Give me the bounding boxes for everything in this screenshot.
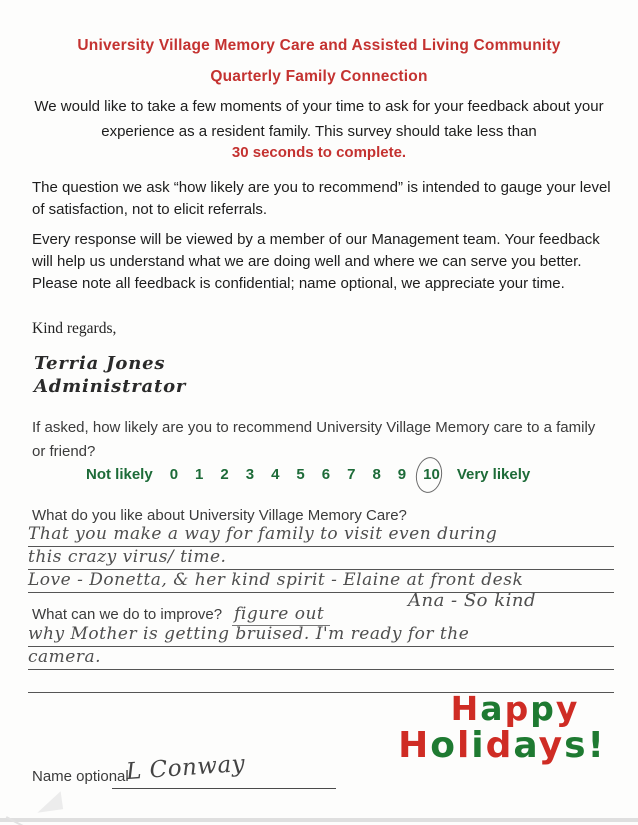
question-like-label: What do you like about University Village Memory Care?: [32, 507, 407, 524]
page-title: [0, 30, 638, 92]
question-improve-answer: [28, 624, 614, 693]
scale-value-3: 3: [245, 466, 255, 483]
administrator-role: Administrator: [34, 376, 187, 397]
answer-line: this crazy virus/ time.: [28, 547, 614, 570]
closing-text: Kind regards,: [32, 320, 117, 337]
question-improve-label: What can we do to improve?: [32, 606, 223, 623]
scale-value-10-selected: [423, 466, 440, 483]
resident-family-signature: L Conway: [125, 750, 247, 786]
recommend-question: If asked, how likely are you to recommend University Village Memory care to a family or friend?: [32, 419, 596, 460]
scale-value-1: 1: [195, 466, 204, 483]
question-like-answer: [28, 524, 614, 593]
banner-line1: Happy: [450, 689, 580, 728]
answer-line: why Mother is getting bruised. I'm ready for the: [28, 624, 614, 647]
name-signature-line: [112, 788, 336, 789]
answer-inline: figure out: [232, 604, 330, 626]
intro-highlight: 30 seconds to complete.: [231, 144, 407, 161]
scale-high-label: Very likely: [456, 466, 531, 483]
scan-bottom-edge: [0, 818, 638, 822]
answer-line: camera.: [28, 647, 614, 670]
side-note: Ana - So kind: [408, 590, 537, 611]
scale-value-6: 6: [321, 466, 331, 483]
paragraph-response: Every response will be viewed by a member of our Management team. Your feedback will help us understand what we are doing well and where we can serve you better. Please note all feedback is confidential; name optional, we appreciate your time.: [32, 231, 600, 292]
paragraph-gauge: The question we ask “how likely are you to recommend” is intended to gauge your level of satisfaction, not to elicit referrals.: [32, 179, 611, 218]
page-title-line2: Quarterly Family Connection: [210, 68, 428, 85]
scale-value-7: 7: [347, 466, 356, 483]
scale-value-5: 5: [296, 466, 305, 483]
happy-holidays-banner: [380, 689, 624, 766]
scale-value-0: 0: [169, 466, 179, 483]
scale-value-2: 2: [220, 466, 229, 483]
administrator-name: Terria Jones: [34, 353, 166, 374]
answer-line: That you make a way for family to visit even during: [28, 524, 614, 547]
scale-value-4: 4: [271, 466, 280, 483]
rating-scale: [86, 466, 530, 483]
page-title-line1: University Village Memory Care and Assisted Living Community: [77, 37, 561, 54]
scale-low-label: Not likely: [86, 466, 153, 483]
scale-value-10-text: 10: [423, 466, 440, 483]
intro-paragraph: We would like to take a few moments of your time to ask for your feedback about your experience as a resident family. This survey should take less than: [34, 98, 604, 140]
name-optional-label: Name optional: [32, 768, 129, 785]
scale-value-9: 9: [397, 466, 407, 483]
scale-value-8: 8: [372, 466, 381, 483]
banner-line2: Holidays!: [398, 724, 606, 766]
administrator-signature: [34, 352, 186, 398]
scan-crease-mark: [35, 791, 63, 812]
answer-line: Love - Donetta, & her kind spirit - Elaine at front desk: [28, 570, 614, 593]
